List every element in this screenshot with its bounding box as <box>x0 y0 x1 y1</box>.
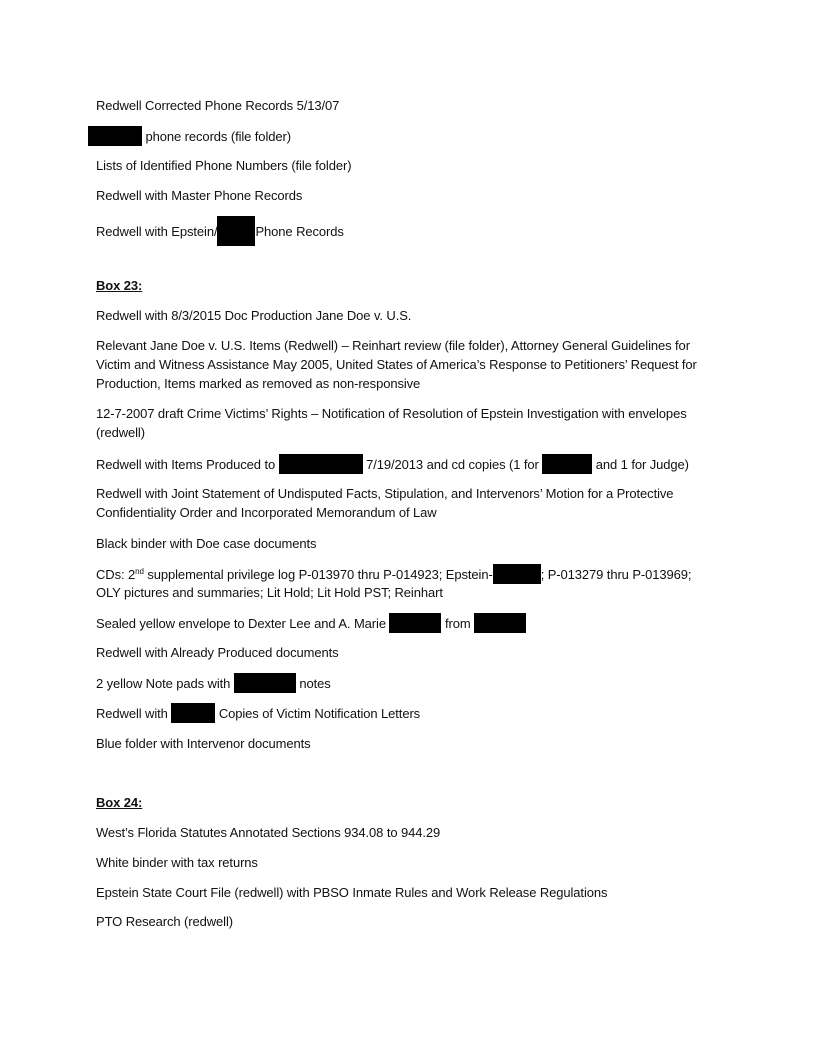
item-text: Blue folder with Intervenor documents <box>96 736 311 751</box>
list-item <box>96 454 689 474</box>
item-text: CDs: 2 <box>96 567 136 582</box>
redaction-box <box>493 564 541 584</box>
item-text: OLY pictures and summaries; Lit Hold; Lit Hold PST; Reinhart <box>96 585 443 600</box>
list-item <box>96 534 316 553</box>
list-item <box>96 613 526 633</box>
item-text: notes <box>299 676 331 691</box>
item-text: Redwell with <box>96 706 168 721</box>
item-text: Phone Records <box>255 224 344 239</box>
list-item <box>96 216 344 246</box>
list-item <box>96 484 724 522</box>
list-item <box>96 703 420 723</box>
redaction-box <box>171 703 215 723</box>
list-item <box>96 734 311 753</box>
item-text: Redwell Corrected Phone Records 5/13/07 <box>96 98 340 113</box>
list-item <box>96 643 339 662</box>
redaction-box <box>234 673 296 693</box>
redaction-box <box>542 454 592 474</box>
item-text: PTO Research (redwell) <box>96 914 233 929</box>
item-text: Redwell with Epstein/ <box>96 224 218 239</box>
list-item <box>96 853 258 872</box>
item-text: Copies of Victim Notification Letters <box>218 706 421 721</box>
redaction-box <box>279 454 363 474</box>
item-text: 7/19/2013 and cd copies (1 for <box>366 457 539 472</box>
item-text: and 1 for Judge) <box>595 457 689 472</box>
item-text: Epstein State Court File (redwell) with PBSO Inmate Rules and Work Release Regulations <box>96 885 608 900</box>
list-item <box>96 823 440 842</box>
redaction-box <box>217 216 255 246</box>
item-text: White binder with tax returns <box>96 855 258 870</box>
list-item <box>96 156 351 175</box>
list-item <box>96 186 302 205</box>
redaction-box <box>88 126 142 146</box>
section-header-box-23: Box 23: <box>96 278 143 293</box>
redaction-box <box>389 613 441 633</box>
item-text: Redwell with Already Produced documents <box>96 645 339 660</box>
section-header-box-24: Box 24: <box>96 795 143 810</box>
list-item <box>96 912 233 931</box>
list-item <box>96 564 691 584</box>
item-text: Relevant Jane Doe v. U.S. Items (Redwell) – Reinhart review (file folder), Attorney General Guidelines for Victim and Witness Assistance May 2005, United States of America’s Response to Petitioners’ Request for Production, Items marked as removed as non-responsive <box>96 338 697 391</box>
list-item <box>96 673 331 693</box>
item-text: Redwell with Joint Statement of Undisputed Facts, Stipulation, and Intervenors’ Motion for a Protective Confidentiality Order and Incorporated Memorandum of Law <box>96 486 674 520</box>
redaction-box <box>474 613 526 633</box>
item-text: supplemental privilege log P-013970 thru P-014923; Epstein- <box>143 567 493 582</box>
list-item-continuation <box>96 583 443 602</box>
list-item <box>96 883 607 902</box>
list-item <box>96 96 339 115</box>
item-text: ; P-013279 thru P-013969; <box>540 567 692 582</box>
item-text: from <box>444 616 471 631</box>
item-text: Lists of Identified Phone Numbers (file folder) <box>96 158 352 173</box>
list-item <box>96 404 724 442</box>
item-text: Sealed yellow envelope to Dexter Lee and A. Marie <box>96 616 386 631</box>
item-text: Redwell with Master Phone Records <box>96 188 303 203</box>
superscript: nd <box>135 567 144 576</box>
item-text: phone records (file folder) <box>145 129 291 144</box>
item-text: 2 yellow Note pads with <box>96 676 231 691</box>
item-text: West’s Florida Statutes Annotated Sections 934.08 to 944.29 <box>96 825 441 840</box>
item-text: Black binder with Doe case documents <box>96 536 317 551</box>
item-text: Redwell with Items Produced to <box>96 457 276 472</box>
list-item <box>88 126 291 146</box>
item-text: Redwell with 8/3/2015 Doc Production Jane Doe v. U.S. <box>96 308 412 323</box>
list-item <box>96 306 411 325</box>
item-text: 12-7-2007 draft Crime Victims’ Rights – Notification of Resolution of Epstein Investigation with envelopes (redwell) <box>96 406 687 440</box>
list-item <box>96 336 724 393</box>
